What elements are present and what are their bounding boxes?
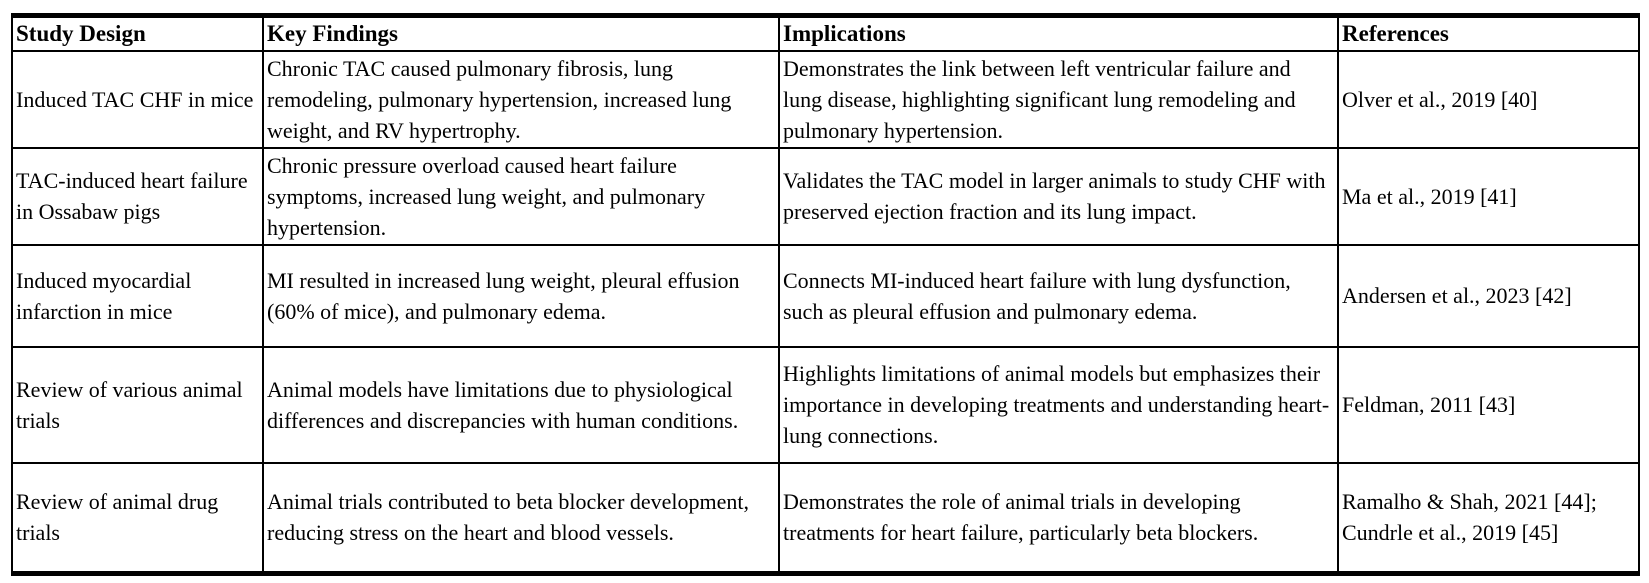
header-row bbox=[12, 16, 1639, 51]
cell-key-findings: Animal trials contributed to beta blocker development, reducing stress on the heart and blood vessels. bbox=[263, 463, 779, 574]
cell-study-design: Induced TAC CHF in mice bbox=[12, 51, 263, 148]
cell-study-design: Induced myocardial infarction in mice bbox=[12, 245, 263, 347]
table-row bbox=[12, 51, 1639, 148]
cell-implications: Connects MI-induced heart failure with lung dysfunction, such as pleural effusion and pulmonary edema. bbox=[779, 245, 1338, 347]
cell-references: Ramalho & Shah, 2021 [44]; Cundrle et al., 2019 [45] bbox=[1338, 463, 1639, 574]
cell-study-design: TAC-induced heart failure in Ossabaw pigs bbox=[12, 148, 263, 245]
table-row bbox=[12, 347, 1639, 463]
table-row bbox=[12, 148, 1639, 245]
cell-references: Olver et al., 2019 [40] bbox=[1338, 51, 1639, 148]
study-comparison-table bbox=[11, 13, 1640, 576]
column-header-study-design: Study Design bbox=[12, 16, 263, 51]
cell-implications: Demonstrates the link between left ventricular failure and lung disease, highlighting significant lung remodeling and pulmonary hypertension. bbox=[779, 51, 1338, 148]
column-header-key-findings: Key Findings bbox=[263, 16, 779, 51]
cell-implications: Validates the TAC model in larger animals to study CHF with preserved ejection fraction and its lung impact. bbox=[779, 148, 1338, 245]
column-header-implications: Implications bbox=[779, 16, 1338, 51]
cell-key-findings: MI resulted in increased lung weight, pleural effusion (60% of mice), and pulmonary edema. bbox=[263, 245, 779, 347]
cell-references: Feldman, 2011 [43] bbox=[1338, 347, 1639, 463]
cell-key-findings: Chronic pressure overload caused heart failure symptoms, increased lung weight, and pulmonary hypertension. bbox=[263, 148, 779, 245]
cell-study-design: Review of animal drug trials bbox=[12, 463, 263, 574]
cell-references: Ma et al., 2019 [41] bbox=[1338, 148, 1639, 245]
column-header-references: References bbox=[1338, 16, 1639, 51]
table-row bbox=[12, 463, 1639, 574]
table-row bbox=[12, 245, 1639, 347]
cell-study-design: Review of various animal trials bbox=[12, 347, 263, 463]
cell-references: Andersen et al., 2023 [42] bbox=[1338, 245, 1639, 347]
cell-key-findings: Chronic TAC caused pulmonary fibrosis, lung remodeling, pulmonary hypertension, increased lung weight, and RV hypertrophy. bbox=[263, 51, 779, 148]
cell-implications: Highlights limitations of animal models but emphasizes their importance in developing treatments and understanding heart-lung connections. bbox=[779, 347, 1338, 463]
cell-key-findings: Animal models have limitations due to physiological differences and discrepancies with human conditions. bbox=[263, 347, 779, 463]
cell-implications: Demonstrates the role of animal trials in developing treatments for heart failure, particularly beta blockers. bbox=[779, 463, 1338, 574]
